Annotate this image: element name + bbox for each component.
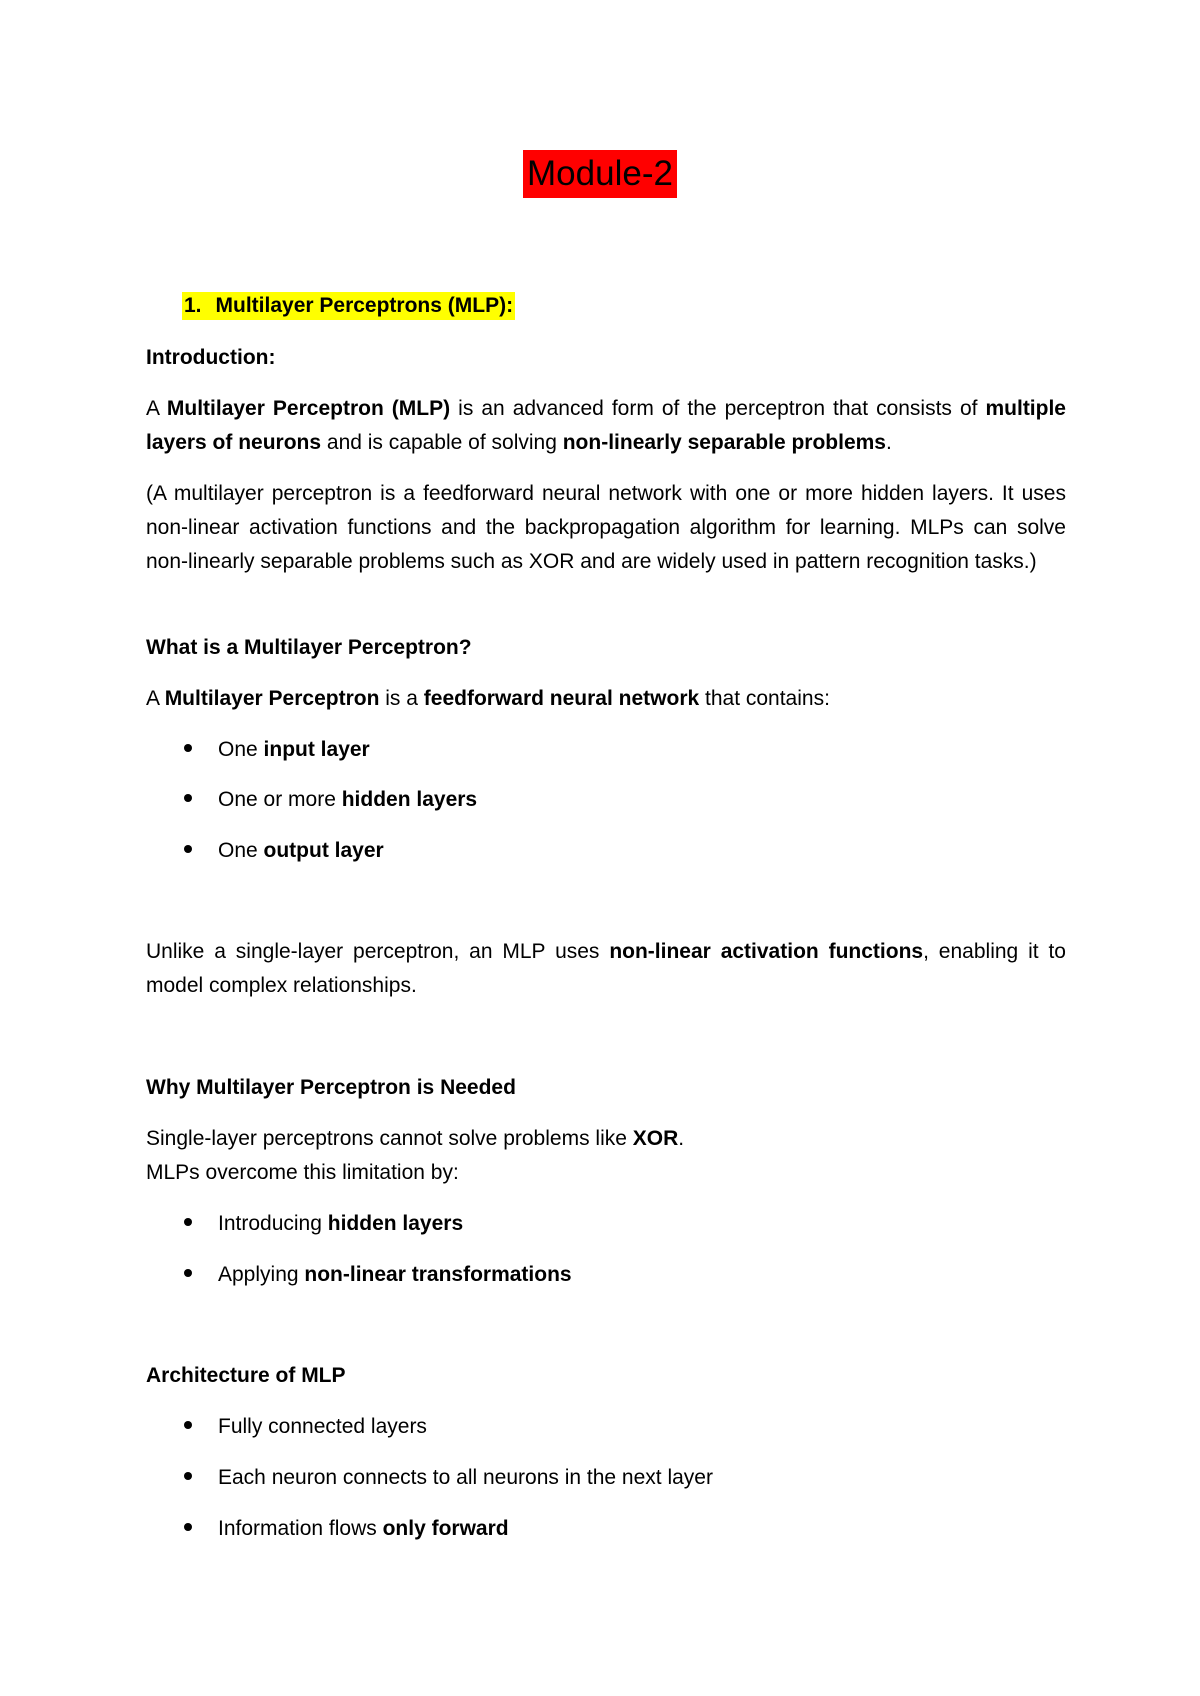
list-item: One or more hidden layers <box>184 783 477 817</box>
bold-run: non-linearly separable problems <box>562 431 886 454</box>
text-run: is a <box>379 687 424 710</box>
architecture-heading: Architecture of MLP <box>146 1364 346 1387</box>
why-paragraph-line2: MLPs overcome this limitation by: <box>146 1161 459 1184</box>
text-run: , enabling it to model complex relationships. <box>146 940 1066 997</box>
text-run: A <box>146 397 167 420</box>
bold-run: Multilayer Perceptron (MLP) <box>166 397 451 420</box>
bullet-icon <box>184 845 192 853</box>
text-run: is an advanced form of the perceptron that consists of <box>450 397 986 420</box>
why-paragraph-line1 <box>146 1122 1066 1156</box>
bullet-icon <box>184 1472 192 1480</box>
bold-run: feedforward neural network <box>423 687 700 710</box>
text-run: Unlike a single-layer perceptron, an MLP uses <box>146 940 610 963</box>
bold-run: non-linear activation functions <box>609 940 924 963</box>
list-item: Each neuron connects to all neurons in the next layer <box>184 1461 713 1495</box>
bullet-icon <box>184 744 192 752</box>
list-item: One output layer <box>184 834 384 868</box>
bold-run: Multilayer Perceptron <box>164 687 380 710</box>
what-paragraph <box>146 682 1066 716</box>
section-heading <box>182 292 515 320</box>
module-title: Module-2 <box>523 150 677 198</box>
bold-run: XOR <box>632 1127 679 1150</box>
list-item: Information flows only forward <box>184 1512 509 1546</box>
section-number: 1. <box>184 294 202 317</box>
unlike-paragraph <box>146 935 1066 1003</box>
what-heading: What is a Multilayer Perceptron? <box>146 636 472 659</box>
text-run: Single-layer perceptrons cannot solve problems like <box>146 1127 633 1150</box>
list-item: Fully connected layers <box>184 1410 427 1444</box>
bold-run: multiple layers of neurons <box>146 397 1066 454</box>
bullet-icon <box>184 1421 192 1429</box>
introduction-heading: Introduction: <box>146 346 276 369</box>
bullet-icon <box>184 794 192 802</box>
text-run: that contains: <box>699 687 830 710</box>
intro-paragraph <box>146 392 1066 460</box>
summary-paragraph: (A multilayer perceptron is a feedforward neural network with one or more hidden layers. It uses non-linear activation functions and the backpropagation algorithm for learning. MLPs can solve non-linearly separable problems such as XOR and are widely used in pattern recognition tasks.) <box>146 482 1066 573</box>
bullet-icon <box>184 1269 192 1277</box>
bullet-icon <box>184 1523 192 1531</box>
list-item: Introducing hidden layers <box>184 1207 463 1241</box>
text-run: and is capable of solving <box>321 431 563 454</box>
text-run: . <box>678 1127 685 1150</box>
bullet-icon <box>184 1218 192 1226</box>
list-item: One input layer <box>184 733 370 767</box>
list-item: Applying non-linear transformations <box>184 1258 572 1292</box>
text-run: A <box>146 687 165 710</box>
section-label: Multilayer Perceptrons (MLP): <box>215 294 514 317</box>
text-run: . <box>885 431 892 454</box>
why-heading: Why Multilayer Perceptron is Needed <box>146 1076 516 1099</box>
